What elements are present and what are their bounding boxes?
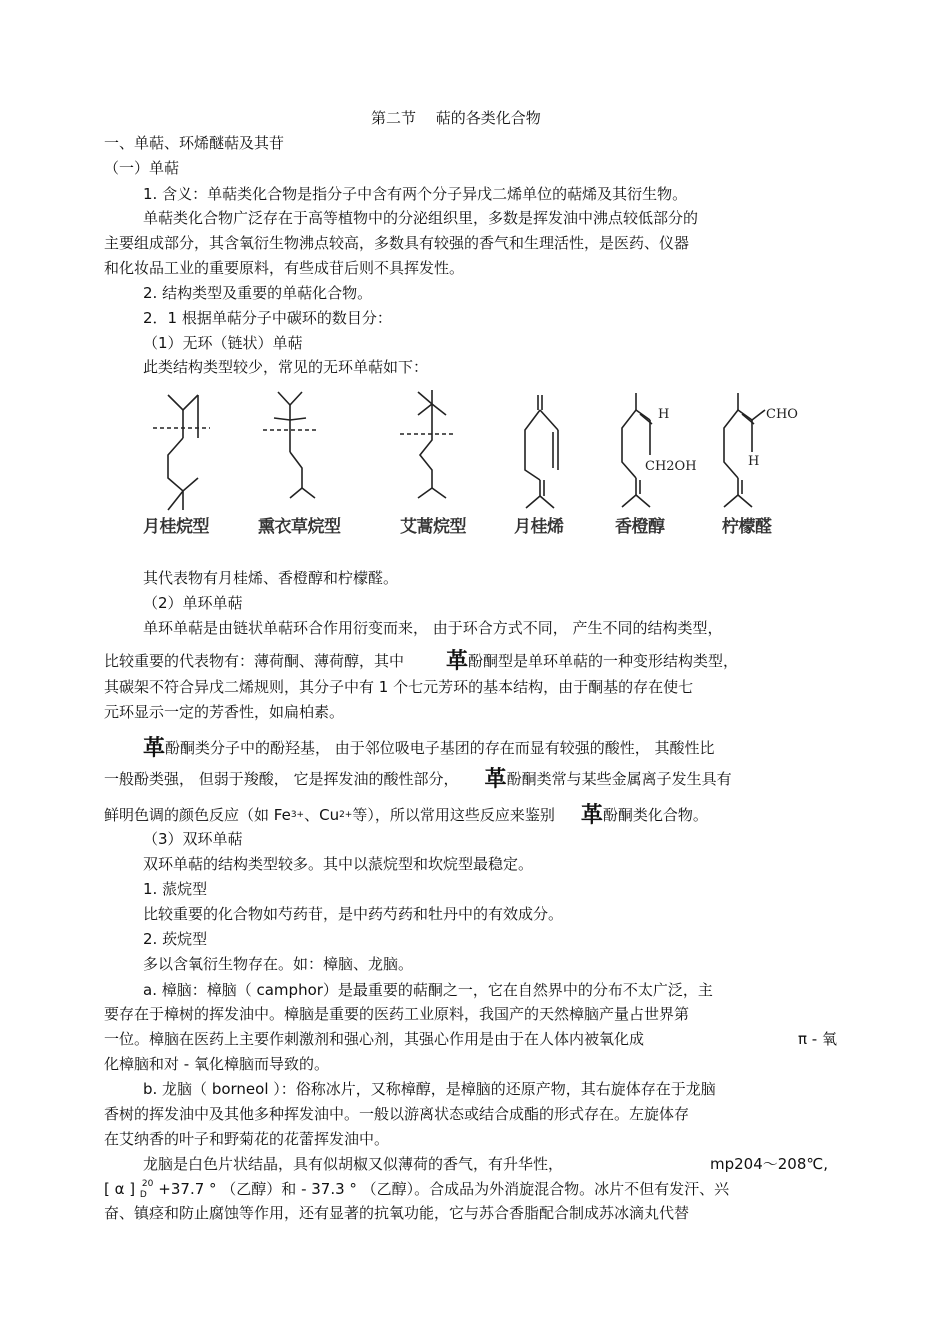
paragraph-borneol-props-2: [104, 1179, 729, 1202]
paragraph-borneol-props-1b: mp204～208℃,: [710, 1155, 829, 1173]
paragraph-definition: 1. 含义：单萜类化合物是指分子中含有两个分子异戊二烯单位的萜烯及其衍生物。: [143, 185, 688, 203]
paragraph-camphor-1: a. 樟脑：樟脑（ camphor）是最重要的萜酮之一，它在自然界中的分布不太广泛，主: [143, 981, 713, 999]
paragraph-camphor-4: 化樟脑和对 - 氧化樟脑而导致的。: [104, 1055, 329, 1073]
paragraph-tropolone-1: [143, 735, 715, 761]
paragraph-representatives: 其代表物有月桂烯、香橙醇和柠檬醛。: [143, 569, 399, 587]
paragraph-camphane: 多以含氧衍生物存在。如：樟脑、龙脑。: [143, 955, 414, 973]
paragraph-bicyclic: 双环单萜的结构类型较多。其中以蒎烷型和坎烷型最稳定。: [143, 855, 534, 873]
text-segment: 鲜明色调的颜色反应（如 Fe: [104, 806, 291, 824]
paragraph-monocyclic-4: 元环显示一定的芳香性，如扁柏素。: [104, 703, 345, 721]
caption-citral: 柠檬醛: [722, 517, 772, 537]
heading-bicyclic: （3）双环单萜: [143, 830, 243, 848]
paragraph-tropolone-3: [104, 803, 708, 828]
superscript: 3+: [290, 810, 305, 820]
atom-label-ch2oh: CH2OH: [645, 459, 697, 474]
heading-monocyclic: （2）单环单萜: [143, 594, 243, 612]
heading-pinane: 1. 蒎烷型: [143, 880, 208, 898]
paragraph-tropolone-2: [104, 766, 732, 792]
paragraph-distribution-1: 单萜类化合物广泛存在于高等植物中的分泌组织里，多数是挥发油中沸点较低部分的: [143, 209, 699, 227]
heading-camphane: 2. 莰烷型: [143, 930, 208, 948]
paragraph-camphor-3: 一位。樟脑在医药上主要作刺激剂和强心剂，其强心作用是由于在人体内被氧化成: [104, 1030, 645, 1048]
paragraph-distribution-2: 主要组成部分，其含氧衍生物沸点较高，多数具有较强的香气和生理活性，是医药、仪器: [104, 234, 690, 252]
paragraph-monocyclic-2: [104, 648, 739, 674]
caption-lavandulane: 熏衣草烷型: [258, 517, 341, 537]
text-segment: 酚酮类常与某些金属离子发生具有: [506, 770, 732, 788]
paragraph-borneol-2: 香树的挥发油中及其他多种挥发油中。一般以游离状态或结合成酯的形式存在。左旋体存: [104, 1105, 690, 1123]
tropolone-glyph: 革: [446, 648, 469, 674]
text-segment: 酚酮型是单环单萜的一种变形结构类型，: [468, 652, 739, 670]
paragraph-structure-types: 2. 结构类型及重要的单萜化合物。: [143, 284, 373, 302]
caption-myrcane: 月桂烷型: [143, 517, 209, 537]
paragraph-monocyclic-3: 其碳架不符合异戊二烯规则，其分子中有 1 个七元芳环的基本结构，由于酮基的存在使七: [104, 678, 694, 696]
atom-label-cho: CHO: [766, 407, 798, 422]
text-segment: 酚酮类分子中的酚羟基， 由于邻位吸电子基团的存在而显有较强的酸性， 其酸性比: [165, 739, 715, 757]
subsection-heading: （一）单萜: [104, 159, 180, 177]
text-segment: 、Cu: [304, 806, 340, 824]
tropolone-glyph: 革: [484, 766, 507, 792]
text-segment: 酚酮类化合物。: [602, 806, 708, 824]
caption-artemisane: 艾蒿烷型: [400, 517, 466, 537]
superscript: 20: [141, 1179, 154, 1189]
paragraph-monocyclic-1: 单环单萜是由链状单萜环合作用衍变而来， 由于环合方式不同， 产生不同的结构类型，: [143, 619, 723, 637]
subscript: D: [139, 1190, 147, 1200]
text-segment: 比较重要的代表物有：薄荷酮、薄荷醇，其中: [104, 652, 405, 670]
atom-label-h: H: [658, 407, 670, 422]
superscript: 2+: [339, 810, 353, 820]
paragraph-borneol-props-1: 龙脑是白色片状结晶，具有似胡椒又似薄荷的香气，有升华性，: [143, 1155, 564, 1173]
paragraph-camphor-2: 要存在于樟树的挥发油中。樟脑是重要的医药工业原料，我国产的天然樟脑产量占世界第: [104, 1005, 690, 1023]
text-segment: +37.7 ° （乙醇）和 - 37.3 ° （乙醇）。合成品为外消旋混合物。冰片不但有发汗、兴: [158, 1180, 730, 1198]
section-heading: 一、单萜、环烯醚萜及其苷: [104, 134, 285, 152]
atom-label-h-2: H: [748, 454, 760, 469]
caption-orange-alcohol: 香橙醇: [615, 517, 665, 537]
paragraph-ring-count: 2．1 根据单萜分子中碳环的数目分：: [143, 309, 392, 327]
page-title: 第二节 萜的各类化合物: [371, 109, 541, 127]
caption-myrcene: 月桂烯: [514, 517, 564, 537]
text-segment: [ α ]: [104, 1180, 140, 1198]
paragraph-borneol-1: b. 龙脑（ borneol ）：俗称冰片，又称樟醇，是樟脑的还原产物，其右旋体存在于龙脑: [143, 1080, 716, 1098]
text-segment: 一般酚类强， 但弱于羧酸， 它是挥发油的酸性部分，: [104, 770, 459, 788]
tropolone-glyph: 革: [580, 802, 603, 828]
paragraph-borneol-props-3: 奋、镇痉和防止腐蚀等作用，还有显著的抗氧功能，它与苏合香脂配合制成苏冰滴丸代替: [104, 1204, 690, 1222]
tropolone-glyph: 革: [143, 735, 166, 761]
paragraph-distribution-3: 和化妆品工业的重要原料，有些成苷后则不具挥发性。: [104, 259, 465, 277]
heading-acyclic: （1）无环（链状）单萜: [143, 334, 303, 352]
paragraph-borneol-3: 在艾纳香的叶子和野菊花的花蕾挥发油中。: [104, 1130, 390, 1148]
paragraph-acyclic-intro: 此类结构类型较少，常见的无环单萜如下：: [143, 358, 429, 376]
paragraph-camphor-3b: π - 氧: [798, 1030, 837, 1048]
paragraph-pinane: 比较重要的化合物如芍药苷，是中药芍药和牡丹中的有效成分。: [143, 905, 564, 923]
text-segment: 等），所以常用这些反应来鉴别: [352, 806, 555, 824]
